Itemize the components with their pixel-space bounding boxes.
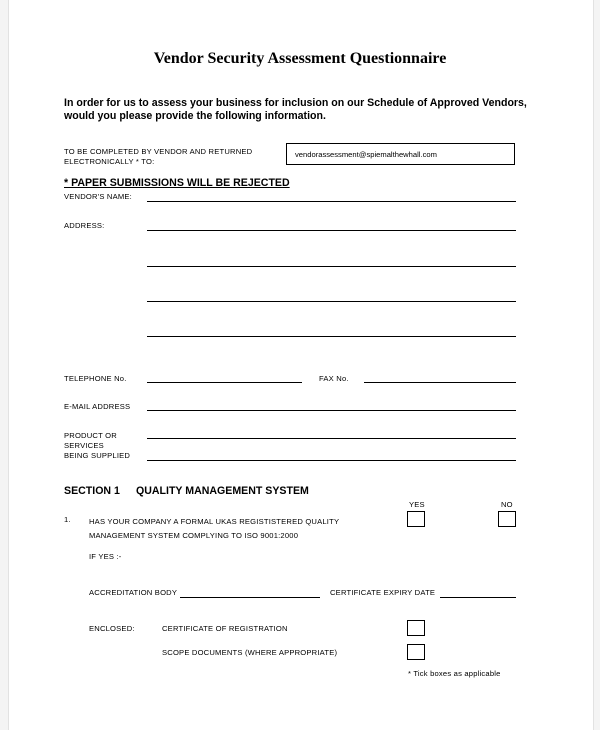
document-title: Vendor Security Assessment Questionnaire [153, 50, 447, 67]
return-instruction-line-2: ELECTRONICALLY * TO: [64, 157, 155, 166]
return-email-box [286, 143, 515, 165]
products-label-line-3: BEING SUPPLIED [64, 451, 131, 460]
products-label-line-1: PRODUCT OR [64, 431, 117, 440]
accreditation-body-field[interactable] [180, 597, 320, 598]
address-field-line-1[interactable] [147, 230, 516, 231]
tick-boxes-note: * Tick boxes as applicable [408, 669, 501, 678]
products-label-line-2: SERVICES [64, 441, 104, 450]
scope-documents-checkbox[interactable] [407, 644, 425, 660]
intro-line-2: would you please provide the following information. [64, 110, 326, 122]
scope-documents-label: SCOPE DOCUMENTS (WHERE APPROPRIATE) [162, 648, 338, 657]
address-field-line-2[interactable] [147, 266, 516, 267]
question-1-number: 1. [64, 515, 71, 524]
certificate-registration-checkbox[interactable] [407, 620, 425, 636]
certificate-expiry-field[interactable] [440, 597, 516, 598]
email-field[interactable] [147, 410, 516, 411]
intro-text [64, 97, 527, 123]
question-1-line-2: MANAGEMENT SYSTEM COMPLYING TO ISO 9001:2000 [89, 531, 299, 540]
return-instruction-line-1: TO BE COMPLETED BY VENDOR AND RETURNED [64, 147, 253, 156]
vendor-name-label: VENDOR'S NAME: [64, 192, 132, 201]
telephone-label: TELEPHONE No. [64, 374, 127, 383]
if-yes-label: IF YES :- [89, 552, 122, 561]
return-email-address: vendorassessment@spiemalthewhall.com [295, 150, 437, 159]
address-label: ADDRESS: [64, 221, 105, 230]
products-field-line-1[interactable] [147, 438, 516, 439]
products-field-line-2[interactable] [147, 460, 516, 461]
fax-label: FAX No. [319, 374, 349, 383]
question-1-line-1: HAS YOUR COMPANY A FORMAL UKAS REGISTISTERED QUALITY [89, 517, 340, 526]
fax-field[interactable] [364, 382, 516, 383]
intro-line-1: In order for us to assess your business for inclusion on our Schedule of Approved Vendors, [64, 97, 527, 109]
email-label: E-MAIL ADDRESS [64, 402, 131, 411]
address-field-line-4[interactable] [147, 336, 516, 337]
certificate-registration-label: CERTIFICATE OF REGISTRATION [162, 624, 288, 633]
yes-column-label: YES [409, 500, 425, 509]
address-field-line-3[interactable] [147, 301, 516, 302]
question-1-no-checkbox[interactable] [498, 511, 516, 527]
section-1-title: QUALITY MANAGEMENT SYSTEM [136, 485, 309, 497]
section-1-number: SECTION 1 [64, 485, 120, 497]
accreditation-body-label: ACCREDITATION BODY [89, 588, 178, 597]
telephone-field[interactable] [147, 382, 302, 383]
return-instruction [64, 147, 252, 167]
no-column-label: NO [501, 500, 513, 509]
question-1-text [89, 515, 339, 543]
question-1-yes-checkbox[interactable] [407, 511, 425, 527]
vendor-name-field[interactable] [147, 201, 516, 202]
certificate-expiry-label: CERTIFICATE EXPIRY DATE [330, 588, 436, 597]
enclosed-label: ENCLOSED: [89, 624, 135, 633]
products-label [64, 431, 130, 461]
paper-submission-notice: * PAPER SUBMISSIONS WILL BE REJECTED [64, 177, 290, 189]
